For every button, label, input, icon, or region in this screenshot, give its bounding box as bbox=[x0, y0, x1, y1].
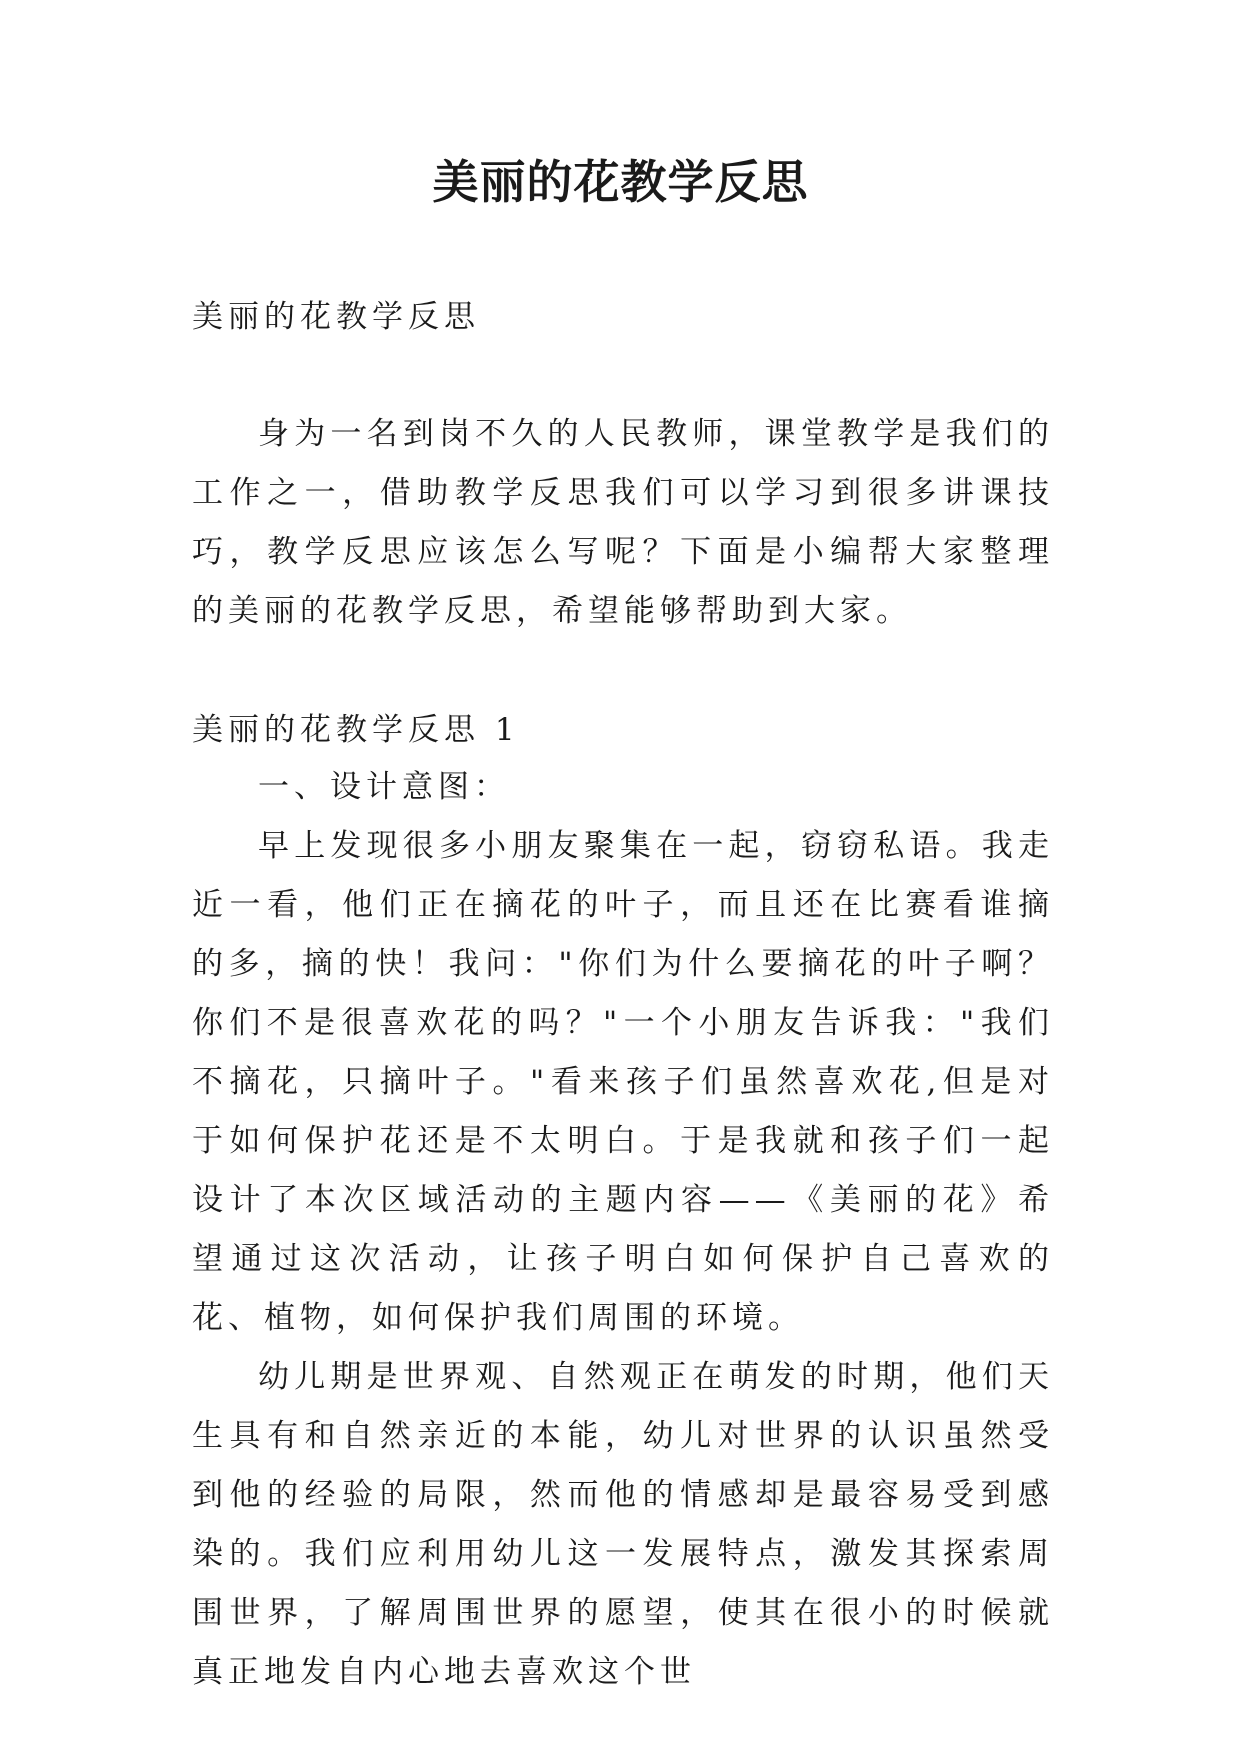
design-heading: 一、设计意图： bbox=[258, 769, 510, 805]
body-paragraph-1: 早上发现很多小朋友聚集在一起，窃窃私语。我走近一看，他们正在摘花的叶子，而且还在比赛看谁摘的多，摘的快！我问："你们为什么要摘花的叶子啊？你们不是很喜欢花的吗？"一个小朋友告诉我："我们不摘花，只摘叶子。"看来孩子们虽然喜欢花,但是对于如何保护花还是不太明白。于是我就和孩子们一起设计了本次区域活动的主题内容——《美丽的花》希望通过这次活动，让孩子明白如何保护自己喜欢的花、植物，如何保护我们周围的环境。 bbox=[192, 828, 1054, 1336]
document-title: 美丽的花教学反思 bbox=[432, 155, 809, 209]
document-subtitle: 美丽的花教学反思 bbox=[192, 299, 480, 335]
intro-paragraph: 身为一名到岗不久的人民教师，课堂教学是我们的工作之一，借助教学反思我们可以学习到很多讲课技巧，教学反思应该怎么写呢？下面是小编帮大家整理的美丽的花教学反思，希望能够帮助到大家。 bbox=[192, 416, 1054, 629]
section-body bbox=[192, 758, 1054, 1702]
body-paragraph-2: 幼儿期是世界观、自然观正在萌发的时期，他们天生具有和自然亲近的本能，幼儿对世界的认识虽然受到他的经验的局限，然而他的情感却是最容易受到感染的。我们应利用幼儿这一发展特点，激发其探索周围世界，了解周围世界的愿望，使其在很小的时候就真正地发自内心地去喜欢这个世 bbox=[192, 1359, 1054, 1690]
intro-section bbox=[192, 405, 1054, 641]
section-heading: 美丽的花教学反思 1 bbox=[192, 712, 520, 748]
